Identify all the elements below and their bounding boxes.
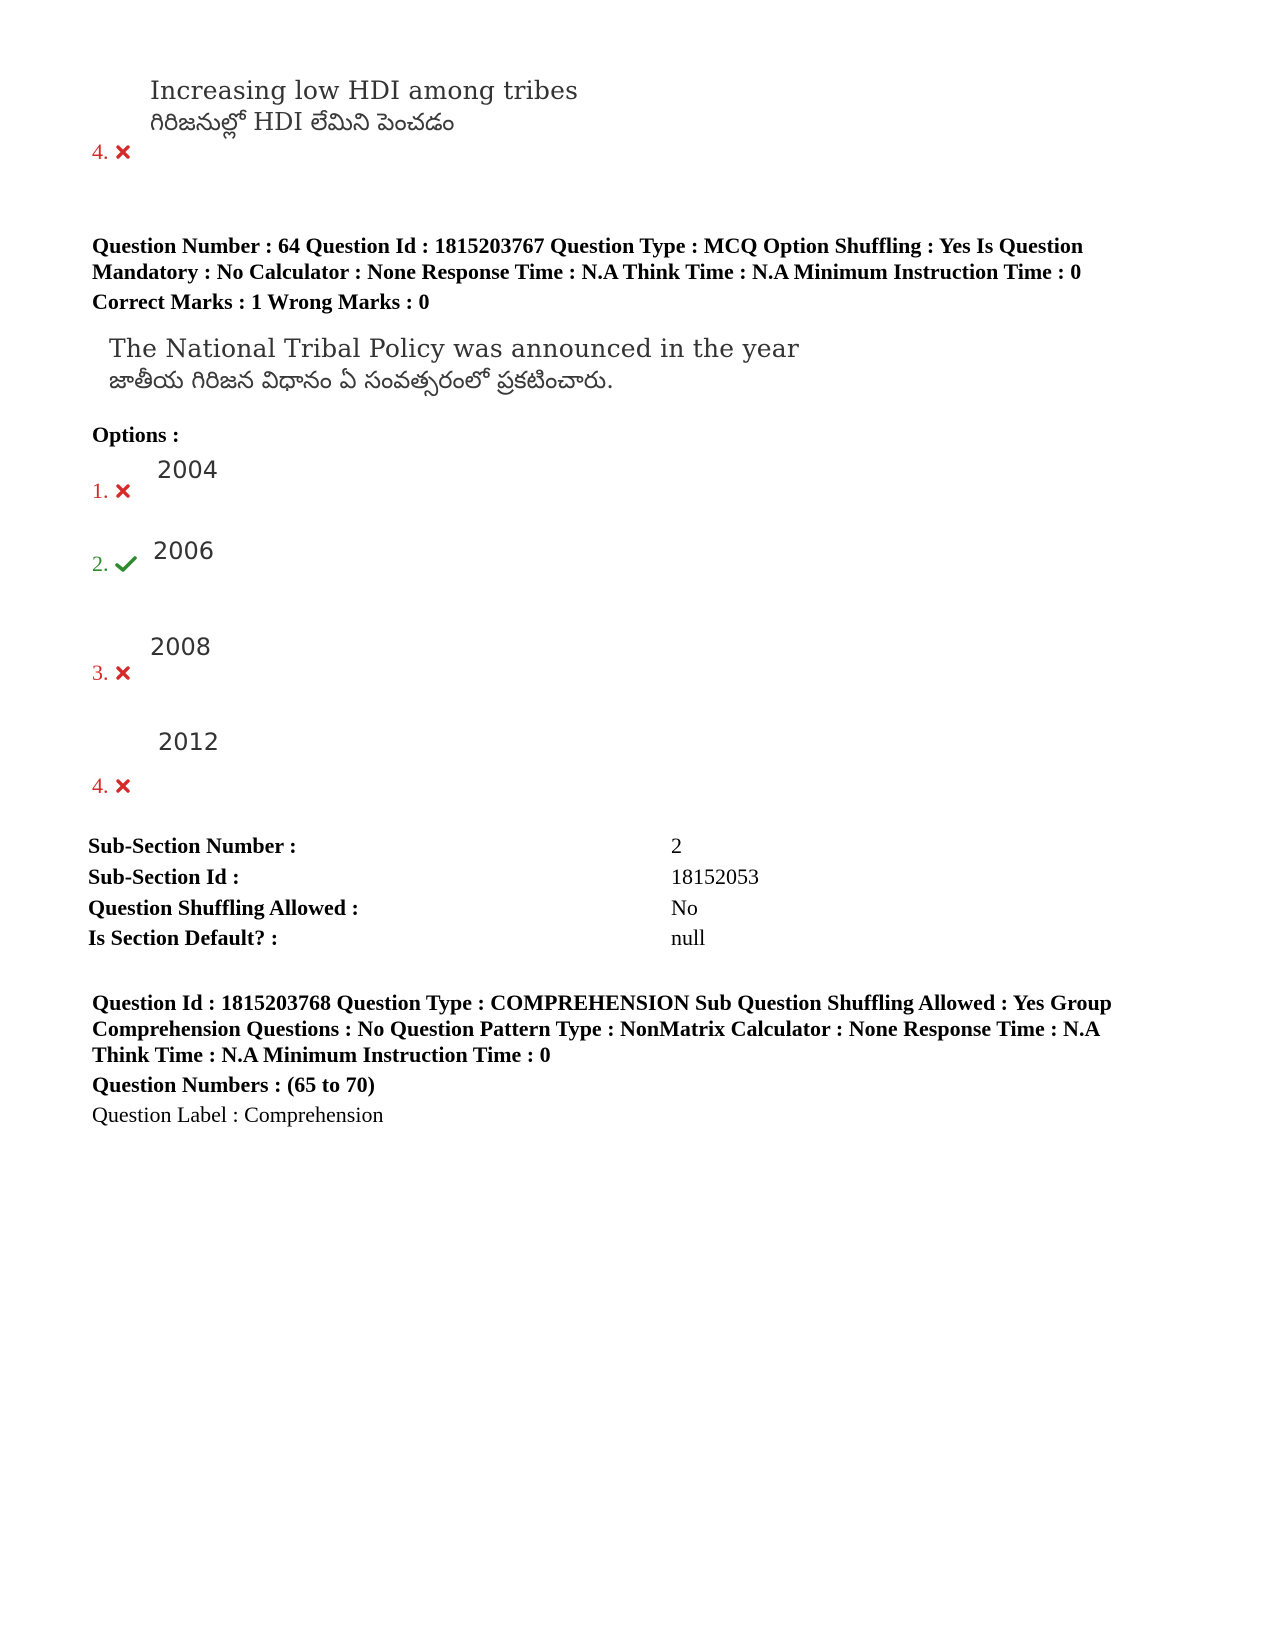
question-text-en: The National Tribal Policy was announced in the year [109, 334, 800, 363]
comprehension-header [92, 990, 1202, 1068]
question-header-line1: Question Number : 64 Question Id : 1815203767 Question Type : MCQ Option Shuffling : Yes Is Question [92, 233, 1084, 258]
question-header [92, 233, 1202, 285]
section-default-value: null [671, 925, 706, 950]
question-header-line2: Mandatory : No Calculator : None Response Time : N.A Think Time : N.A Minimum Instruction Time : 0 [92, 259, 1082, 284]
sub-section-id-value: 18152053 [671, 864, 759, 889]
option4-number [92, 773, 131, 799]
sub-section-id-label: Sub-Section Id : [88, 864, 240, 889]
prev-option4-label: 4. [92, 139, 109, 164]
sub-section-row [88, 925, 988, 955]
sub-section-row [88, 895, 988, 925]
comprehension-header-line2: Comprehension Questions : No Question Pattern Type : NonMatrix Calculator : None Response Time : N.A [92, 1016, 1101, 1041]
option3-number [92, 660, 131, 686]
option3-label: 3. [92, 660, 109, 685]
option1-number [92, 478, 131, 504]
comprehension-header-line3: Think Time : N.A Minimum Instruction Time : 0 [92, 1042, 551, 1067]
option1-value: 2004 [157, 456, 219, 484]
sub-section-row [88, 833, 988, 863]
question-label: Question Label : Comprehension [92, 1102, 384, 1127]
wrong-cross-icon [115, 665, 131, 681]
correct-check-icon [115, 555, 137, 573]
option4-label: 4. [92, 773, 109, 798]
option2-number [92, 551, 137, 577]
question-text-te: జాతీయ గిరిజన విధానం ఏ సంవత్సరంలో ప్రకటించారు. [109, 366, 614, 394]
options-label: Options : [92, 422, 180, 447]
question-shuffling-label: Question Shuffling Allowed : [88, 895, 359, 920]
prev-option4-text-te: గిరిజనుల్లో HDI లేమిని పెంచడం [150, 108, 455, 136]
option3-value: 2008 [150, 633, 212, 661]
option1-label: 1. [92, 478, 109, 503]
sub-section-number-value: 2 [671, 833, 682, 858]
section-default-label: Is Section Default? : [88, 925, 279, 950]
question-numbers: Question Numbers : (65 to 70) [92, 1072, 375, 1097]
wrong-cross-icon [115, 778, 131, 794]
option2-label: 2. [92, 551, 109, 576]
comprehension-header-line1: Question Id : 1815203768 Question Type : COMPREHENSION Sub Question Shuffling Allowed : Yes Group [92, 990, 1112, 1015]
wrong-cross-icon [115, 144, 131, 160]
question-shuffling-value: No [671, 895, 698, 920]
prev-option4-text-en: Increasing low HDI among tribes [150, 76, 579, 105]
sub-section-number-label: Sub-Section Number : [88, 833, 297, 858]
option2-value: 2006 [153, 537, 215, 565]
option4-value: 2012 [158, 728, 220, 756]
sub-section-row [88, 864, 988, 894]
question-marks: Correct Marks : 1 Wrong Marks : 0 [92, 289, 430, 314]
wrong-cross-icon [115, 483, 131, 499]
prev-option4-number [92, 139, 131, 165]
